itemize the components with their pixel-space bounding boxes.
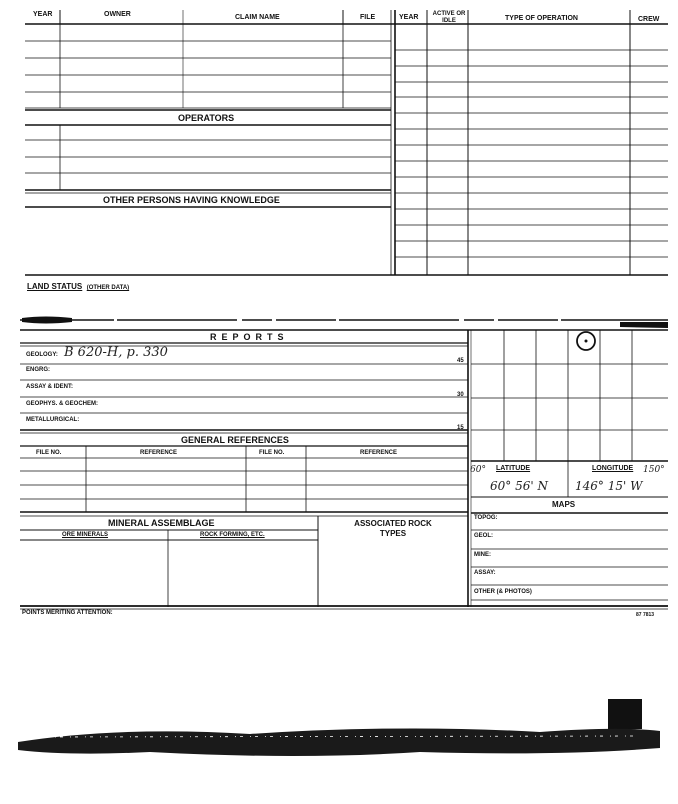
associated-rock-types-label: ASSOCIATED ROCK TYPES [354, 519, 432, 538]
geology-value: B 620-H, p. 330 [64, 345, 168, 360]
metallurgical-label: METALLURGICAL: [26, 417, 80, 423]
maps-mine-label: MINE: [474, 552, 491, 558]
ref-col-reference-1: REFERENCE [140, 450, 178, 456]
ref-col-reference-2: REFERENCE [360, 450, 398, 456]
ore-minerals-label: ORE MINERALS [62, 532, 109, 538]
latitude-value: 60° 56' N [490, 479, 548, 493]
active-or-idle-header: ACTIVE OR IDLE [432, 11, 466, 24]
mineral-assemblage-heading: MINERAL ASSEMBLAGE [108, 518, 215, 528]
file-header: FILE [360, 14, 376, 21]
operators-heading: OPERATORS [178, 113, 235, 123]
maps-geol-label: GEOL: [474, 533, 493, 539]
claim-name-header: CLAIM NAME [235, 14, 280, 21]
ref-col-file-no-2: FILE NO. [259, 450, 285, 456]
owner-header: OWNER [104, 11, 131, 18]
general-references-heading: GENERAL REFERENCES [181, 435, 289, 445]
type-of-operation-header: TYPE OF OPERATION [505, 15, 578, 22]
longitude-suffix: 150° [643, 465, 665, 475]
maps-topog-label: TOPOG: [474, 515, 498, 521]
land-status-note: (OTHER DATA) [86, 285, 130, 291]
year-header: YEAR [33, 11, 53, 18]
scale-number-45: 45 [457, 358, 464, 364]
longitude-value: 146° 15' W [575, 479, 643, 493]
latitude-prefix: 60° [470, 465, 486, 475]
crew-header: CREW [638, 16, 660, 23]
assay-ident-label: ASSAY & IDENT: [26, 384, 74, 390]
points-meriting-attention-label: POINTS MERITING ATTENTION: [22, 610, 113, 616]
land-status-heading: LAND STATUS [27, 282, 83, 291]
other-persons-heading: OTHER PERSONS HAVING KNOWLEDGE [103, 195, 280, 205]
land-status-label [27, 276, 129, 294]
rock-forming-label: ROCK FORMING, ETC. [200, 532, 265, 538]
geology-label: GEOLOGY: [26, 352, 58, 358]
maps-heading: MAPS [552, 500, 576, 509]
maps-assay-label: ASSAY: [474, 570, 496, 576]
form-number: 87 7813 [636, 612, 655, 618]
scale-number-15: 15 [457, 425, 464, 431]
maps-other-photos-label: OTHER (& PHOTOS) [474, 589, 532, 595]
reports-heading: REPORTS [210, 332, 289, 342]
latitude-label: LATITUDE [496, 465, 531, 472]
ref-col-file-no-1: FILE NO. [36, 450, 62, 456]
scale-number-30: 30 [457, 392, 464, 398]
year-header-right: YEAR [399, 14, 419, 21]
longitude-label: LONGITUDE [592, 465, 634, 472]
engrg-label: ENGRG: [26, 367, 50, 373]
geophys-geochem-label: GEOPHYS. & GEOCHEM: [26, 401, 99, 407]
